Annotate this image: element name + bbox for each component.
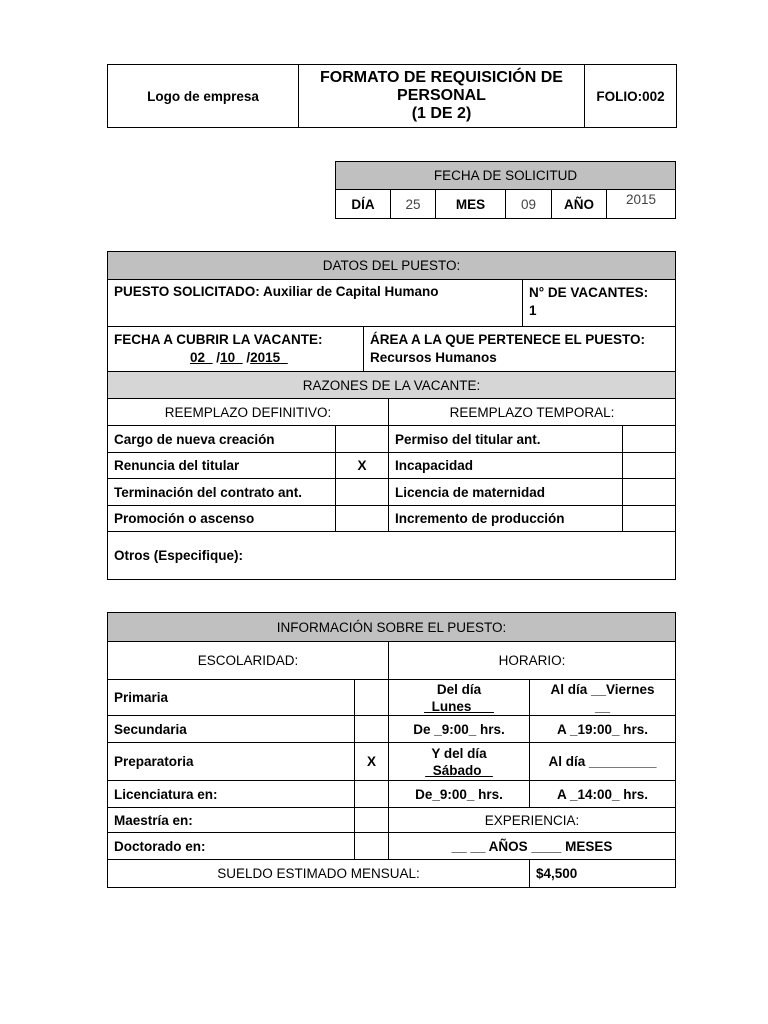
- reason-promotion-mark[interactable]: [336, 506, 389, 532]
- reason-disability: Incapacidad: [389, 453, 623, 479]
- month-label: MES: [436, 190, 506, 219]
- temporary-replacement-header: REEMPLAZO TEMPORAL:: [389, 399, 676, 426]
- education-bachelor-mark[interactable]: [355, 781, 389, 808]
- education-secondary-mark[interactable]: [355, 716, 389, 743]
- reason-disability-mark[interactable]: [623, 453, 676, 479]
- schedule-to-day[interactable]: Al día __Viernes __: [530, 680, 676, 716]
- reason-promotion: Promoción o ascenso: [108, 506, 336, 532]
- reason-new-position: Cargo de nueva creación: [108, 426, 336, 453]
- request-date-title: FECHA DE SOLICITUD: [336, 162, 676, 190]
- year-label: AÑO: [552, 190, 607, 219]
- reason-leave-permit-mark[interactable]: [623, 426, 676, 453]
- education-primary-mark[interactable]: [355, 680, 389, 716]
- request-date-table: [335, 161, 676, 219]
- reason-production-increase-mark[interactable]: [623, 506, 676, 532]
- vacancies-value[interactable]: 1: [529, 303, 537, 318]
- education-masters: Maestría en:: [108, 808, 355, 833]
- reason-contract-termination: Terminación del contrato ant.: [108, 479, 336, 506]
- education-prep-mark[interactable]: X: [355, 743, 389, 781]
- reason-maternity-leave: Licencia de maternidad: [389, 479, 623, 506]
- fill-date-label: FECHA A CUBRIR LA VACANTE:: [114, 332, 323, 347]
- experience-header: EXPERIENCIA:: [389, 808, 676, 833]
- year-value[interactable]: 2015: [607, 190, 676, 219]
- requested-position[interactable]: PUESTO SOLICITADO: Auxiliar de Capital Humano: [108, 280, 523, 327]
- vacancies-cell: [523, 280, 676, 327]
- header-table: [107, 64, 677, 128]
- salary-value[interactable]: $4,500: [530, 860, 676, 888]
- education-prep: Preparatoria: [108, 743, 355, 781]
- education-doctorate: Doctorado en:: [108, 833, 355, 860]
- folio: FOLIO:002: [585, 65, 677, 128]
- education-primary: Primaria: [108, 680, 355, 716]
- education-doctorate-mark[interactable]: [355, 833, 389, 860]
- department-cell: [364, 327, 676, 372]
- fill-date-cell: [108, 327, 364, 372]
- reason-resignation: Renuncia del titular: [108, 453, 336, 479]
- reason-production-increase: Incremento de producción: [389, 506, 623, 532]
- salary-label: SUELDO ESTIMADO MENSUAL:: [108, 860, 530, 888]
- education-secondary: Secundaria: [108, 716, 355, 743]
- position-info-title: INFORMACIÓN SOBRE EL PUESTO:: [108, 613, 676, 642]
- department-label: ÁREA A LA QUE PERTENECE EL PUESTO:: [370, 332, 646, 347]
- reason-contract-termination-mark[interactable]: [336, 479, 389, 506]
- schedule-second-day[interactable]: Y del día _Sábado _: [389, 743, 530, 781]
- reason-maternity-leave-mark[interactable]: [623, 479, 676, 506]
- vacancy-reasons-table: [107, 371, 676, 580]
- other-reason-field[interactable]: Otros (Especifique):: [108, 532, 676, 580]
- month-value[interactable]: 09: [506, 190, 552, 219]
- schedule-end-time-1[interactable]: A _19:00_ hrs.: [530, 716, 676, 743]
- job-data-table: [107, 251, 676, 372]
- company-logo-placeholder: Logo de empresa: [108, 65, 299, 128]
- job-data-title: DATOS DEL PUESTO:: [108, 252, 676, 280]
- day-label: DÍA: [336, 190, 391, 219]
- form-title-line1: FORMATO DE REQUISICIÓN DE: [320, 69, 563, 86]
- education-header: ESCOLARIDAD:: [108, 642, 389, 680]
- education-bachelor: Licenciatura en:: [108, 781, 355, 808]
- experience-value[interactable]: __ __ AÑOS ____ MESES: [389, 833, 676, 860]
- reason-new-position-mark[interactable]: [336, 426, 389, 453]
- schedule-end-time-2[interactable]: A _14:00_ hrs.: [530, 781, 676, 808]
- vacancies-label: N° DE VACANTES:: [529, 285, 649, 300]
- schedule-second-to-day[interactable]: Al día _________: [530, 743, 676, 781]
- permanent-replacement-header: REEMPLAZO DEFINITIVO:: [108, 399, 389, 426]
- education-masters-mark[interactable]: [355, 808, 389, 833]
- form-title-line3: (1 DE 2): [411, 105, 472, 122]
- reason-leave-permit: Permiso del titular ant.: [389, 426, 623, 453]
- schedule-header: HORARIO:: [389, 642, 676, 680]
- form-title-line2: PERSONAL: [397, 87, 486, 104]
- reason-resignation-mark[interactable]: X: [336, 453, 389, 479]
- schedule-start-time-2[interactable]: De_9:00_ hrs.: [389, 781, 530, 808]
- day-value[interactable]: 25: [391, 190, 436, 219]
- fill-date-value[interactable]: 02_ /10_ /2015_: [190, 350, 288, 365]
- position-info-table: [107, 612, 676, 888]
- department-value[interactable]: Recursos Humanos: [370, 350, 497, 365]
- schedule-start-time-1[interactable]: De _9:00_ hrs.: [389, 716, 530, 743]
- form-title: [299, 65, 585, 128]
- vacancy-reasons-title: RAZONES DE LA VACANTE:: [108, 372, 676, 399]
- schedule-from-day[interactable]: Del día _Lunes___: [389, 680, 530, 716]
